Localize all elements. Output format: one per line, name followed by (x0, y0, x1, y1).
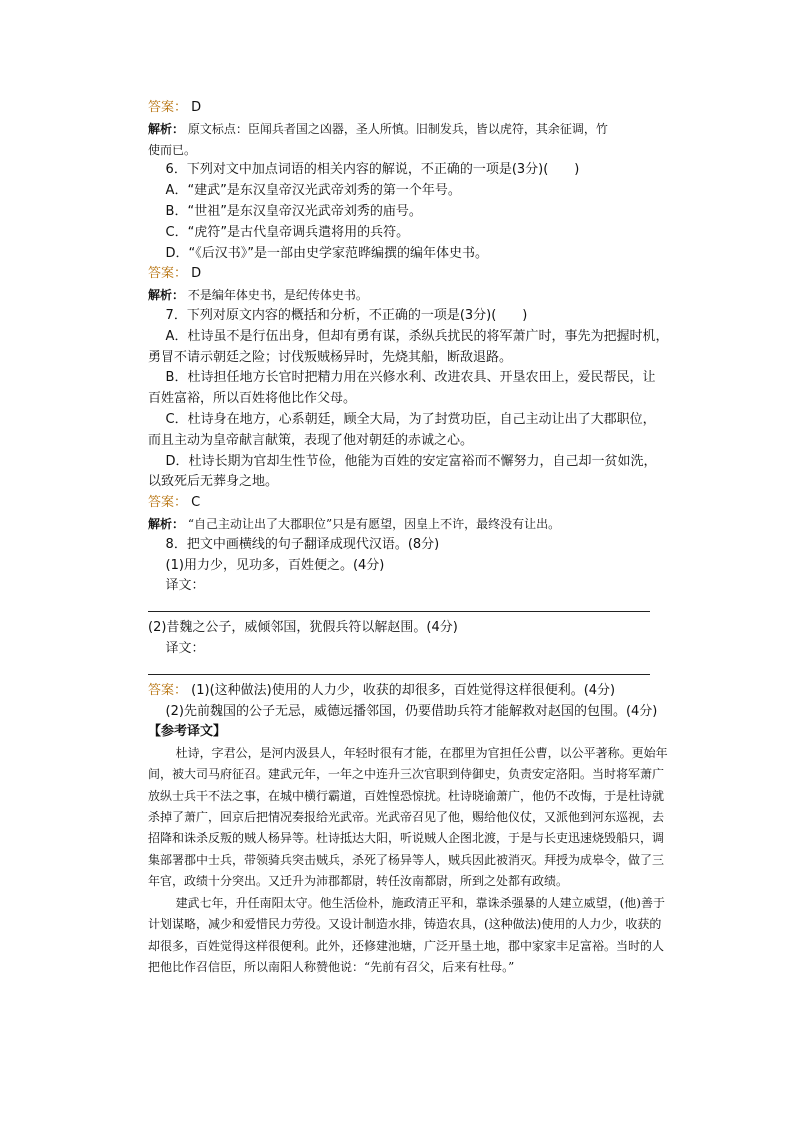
analysis-label: 解析： (148, 288, 185, 303)
q7-option-d-line-1: D．杜诗长期为官却生性节俭，他能为百姓的安定富裕而不懈努力，自己却一贫如洗， (165, 453, 657, 469)
q8-answer-line-1 (148, 597, 650, 612)
q6-option-d: D．“《后汉书》”是一部由史学家范晔编撰的编年体史书。 (165, 245, 489, 261)
analysis-text: 原文标点：臣闻兵者国之凶器，圣人所慎。旧制发兵，皆以虎符，其余征调，竹 (187, 121, 608, 136)
analysis-text: “自己主动让出了大郡职位”只是有愿望，因皇上不许，最终没有让出。 (187, 516, 561, 531)
q8-translation-label-1: 译文： (165, 578, 205, 594)
q6-option-b: B．“世祖”是东汉皇帝汉光武帝刘秀的庙号。 (165, 203, 422, 219)
answer-label: 答案： (148, 100, 188, 115)
q7-option-b-line-2: 百姓富裕，所以百姓将他比作父母。 (148, 391, 357, 407)
q8-answer-line-2 (148, 660, 650, 675)
q7-analysis-line (148, 514, 668, 535)
q8-part-1: (1)用力少，见功多，百姓便之。(4分) (165, 557, 385, 573)
answer-value: D (191, 266, 202, 282)
analysis-label: 解析： (148, 516, 185, 531)
q8-question: 8．把文中画横线的句子翻译成现代汉语。(8分) (165, 536, 440, 552)
q7-option-a-line-2: 勇冒不请示朝廷之险；讨伐叛贼杨异时，先烧其船，断敌退路。 (148, 349, 513, 365)
content-block (148, 98, 668, 978)
answer-text: (1)(这种做法)使用的人力少，收获的却很多，百姓觉得这样很便利。(4分) (191, 682, 616, 698)
analysis-text: 不是编年体史书，是纪传体史书。 (187, 288, 368, 303)
q8-translation-label-2: 译文： (165, 640, 205, 656)
q7-option-c-line-1: C．杜诗身在地方，心系朝廷，顾全大局，为了封赏功臣，自己主动让出了大郡职位， (165, 411, 656, 427)
answer-value: D (191, 100, 202, 115)
q6-question: 6．下列对文中加点词语的相关内容的解说，不正确的一项是(3分)( ) (165, 162, 580, 178)
q7-question: 7．下列对原文内容的概括和分析，不正确的一项是(3分)( ) (165, 307, 528, 323)
q6-option-c: C．“虎符”是古代皇帝调兵遣将用的兵符。 (165, 224, 410, 240)
q7-answer-line (148, 493, 668, 514)
q6-analysis-line (148, 285, 668, 306)
q8-answer-line-1-text (148, 681, 668, 702)
q5-answer-line (148, 98, 668, 119)
answer-label: 答案： (148, 682, 188, 698)
answer-label: 答案： (148, 495, 188, 511)
answer-value: C (191, 495, 201, 511)
reference-title: 【参考译文】 (148, 724, 227, 740)
q6-answer-line (148, 264, 668, 285)
reference-paragraph-2: 建武七年，升任南阳太守。他生活俭朴，施政清正平和，靠诛杀强暴的人建立威望，(他)善于计划谋略，减少和爱惜民力劳役。又设计制造水排，铸造农具，(这种做法)使用的人力少，收获的却很多，百姓觉得这样很便利。此外，还修建池塘，广泛开垦土地，郡中家家丰足富裕。当时的人把他比作召信臣，所以南阳人称赞他说：“先前有召父，后来有杜母。” (148, 896, 665, 975)
q5-analysis-line-1 (148, 119, 668, 140)
q8-part-2: (2)昔魏之公子，威倾邻国，犹假兵符以解赵围。(4分) (148, 620, 458, 636)
q6-option-a: A．“建武”是东汉皇帝汉光武帝刘秀的第一个年号。 (165, 183, 461, 199)
q7-option-a-line-1: A．杜诗虽不是行伍出身，但却有勇有谋，杀纵兵扰民的将军萧广时，事先为把握时机， (165, 328, 669, 344)
reference-paragraph-1: 杜诗，字君公，是河内汲县人，年轻时很有才能，在郡里为官担任公曹，以公平著称。更始年间，被大司马府征召。建武元年，一年之中连升三次官职到侍御史，负责安定洛阳。当时将军萧广放纵士兵干不法之事，在城中横行霸道，百姓惶恐惊扰。杜诗晓谕萧广，他仍不改悔，于是杜诗就杀掉了萧广，回京后把情况奏报给光武帝。光武帝召见了他，赐给他仪仗，又派他到河东巡视，去招降和诛杀反叛的贼人杨异等。杜诗抵达大阳，听说贼人企图北渡，于是与长吏迅速烧毁船只，调集部署郡中士兵，带领骑兵突击贼兵，杀死了杨异等人，贼兵因此被消灭。拜授为成皋令，做了三年官，政绩十分突出。又迁升为沛郡都尉，转任汝南都尉，所到之处都有政绩。 (148, 746, 668, 888)
q7-option-b-line-1: B．杜诗担任地方长官时把精力用在兴修水利、改进农具、开垦农田上，爱民帮民，让 (165, 370, 656, 386)
answer-label: 答案： (148, 266, 188, 282)
q5-analysis-line-2: 使而已。 (148, 142, 197, 157)
q8-answer-line-2-text: (2)先前魏国的公子无忌，威德远播邻国，仍要借助兵符才能解救对赵国的包围。(4分) (165, 703, 658, 719)
analysis-label: 解析： (148, 121, 185, 136)
q7-option-c-line-2: 而且主动为皇帝献言献策，表现了他对朝廷的赤诚之心。 (148, 432, 474, 448)
q7-option-d-line-2: 以致死后无葬身之地。 (148, 474, 279, 490)
